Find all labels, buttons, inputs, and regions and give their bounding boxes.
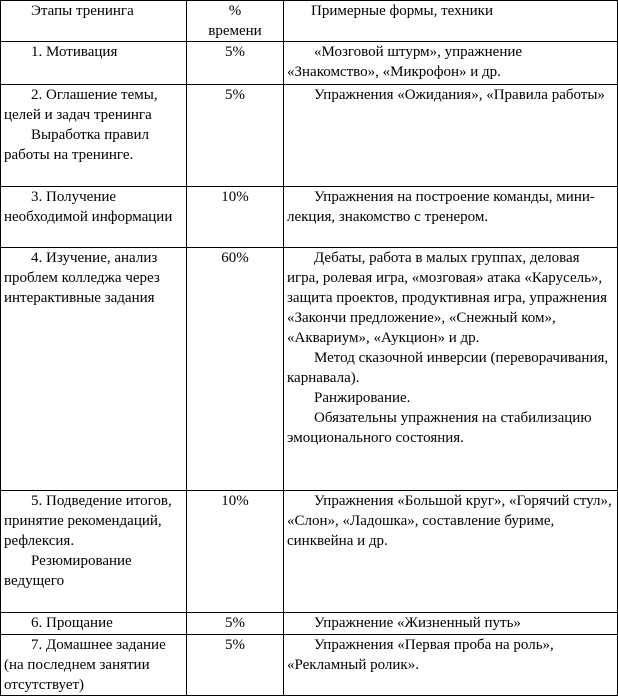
stage-text: 6. Прощание bbox=[31, 615, 113, 631]
stage-text: Резюмирование ведущего bbox=[4, 553, 132, 589]
stage-cell bbox=[1, 491, 187, 613]
forms-cell bbox=[284, 42, 618, 85]
stage-text: 7. Домашнее задание (на последнем занятии отсутствует) bbox=[4, 637, 166, 693]
header-forms-text: Примерные формы, техники bbox=[311, 3, 493, 19]
forms-text: Обязательны упражнения на стабилизацию эмоционального состояния. bbox=[287, 410, 592, 446]
table-row bbox=[1, 613, 618, 635]
stage-cell bbox=[1, 85, 187, 187]
header-percent-label: времени bbox=[208, 23, 262, 39]
table-row bbox=[1, 491, 618, 613]
percent-text: 10% bbox=[221, 493, 249, 509]
forms-cell bbox=[284, 635, 618, 696]
forms-text: Упражнение «Жизненный путь» bbox=[314, 615, 521, 631]
percent-text: 5% bbox=[225, 87, 245, 103]
percent-text: 5% bbox=[225, 637, 245, 653]
header-stages bbox=[1, 1, 187, 42]
percent-text: 5% bbox=[225, 44, 245, 60]
stage-text: 3. Получение необходимой информации bbox=[4, 189, 173, 225]
percent-cell bbox=[187, 248, 284, 491]
percent-cell bbox=[187, 42, 284, 85]
forms-text: Упражнения «Ожидания», «Правила работы» bbox=[314, 87, 605, 103]
percent-cell bbox=[187, 85, 284, 187]
percent-cell bbox=[187, 187, 284, 248]
header-percent-sign: % bbox=[228, 3, 242, 19]
percent-text: 5% bbox=[225, 615, 245, 631]
table-row bbox=[1, 187, 618, 248]
table-row bbox=[1, 42, 618, 85]
percent-text: 10% bbox=[221, 189, 249, 205]
percent-cell bbox=[187, 613, 284, 635]
table-header-row bbox=[1, 1, 618, 42]
forms-text: Ранжирование. bbox=[314, 390, 411, 406]
header-stages-text: Этапы тренинга bbox=[31, 3, 134, 19]
forms-text: Упражнения на построение команды, мини-лекция, знакомство с тренером. bbox=[287, 189, 595, 225]
forms-cell bbox=[284, 85, 618, 187]
table-row bbox=[1, 635, 618, 696]
stage-text: 5. Подведение итогов, принятие рекомендаций, рефлексия. bbox=[4, 493, 172, 549]
forms-text: Метод сказочной инверсии (переворачивания, карнавала). bbox=[287, 350, 609, 386]
stage-text: 2. Оглашение темы, целей и задач тренинга bbox=[4, 87, 158, 123]
percent-cell bbox=[187, 635, 284, 696]
table-row bbox=[1, 248, 618, 491]
percent-text: 60% bbox=[221, 250, 249, 266]
stage-cell bbox=[1, 187, 187, 248]
forms-cell bbox=[284, 491, 618, 613]
forms-text: Упражнения «Большой круг», «Горячий стул», «Слон», «Ладошка», составление буриме, синквейна и др. bbox=[287, 493, 612, 549]
forms-cell bbox=[284, 248, 618, 491]
stage-cell bbox=[1, 248, 187, 491]
forms-text: Упражнения «Первая проба на роль», «Рекламный ролик». bbox=[287, 637, 554, 673]
stage-cell bbox=[1, 42, 187, 85]
header-forms bbox=[284, 1, 618, 42]
table-row bbox=[1, 85, 618, 187]
forms-text: Дебаты, работа в малых группах, деловая игра, ролевая игра, «мозговая» атака «Карусель», защита проектов, продуктивная игра, упражнения «Закончи предложение», «Снежный ком», «Аквариум», «Аукцион» и др. bbox=[287, 250, 608, 346]
stage-text: 4. Изучение, анализ проблем колледжа через интерактивные задания bbox=[4, 250, 160, 306]
forms-cell bbox=[284, 187, 618, 248]
percent-cell bbox=[187, 491, 284, 613]
stage-text: Выработка правил работы на тренинге. bbox=[4, 127, 149, 163]
header-percent bbox=[187, 1, 284, 42]
stage-cell bbox=[1, 613, 187, 635]
stage-cell bbox=[1, 635, 187, 696]
forms-text: «Мозговой штурм», упражнение «Знакомство», «Микрофон» и др. bbox=[287, 44, 523, 80]
stage-text: 1. Мотивация bbox=[31, 44, 118, 60]
forms-cell bbox=[284, 613, 618, 635]
